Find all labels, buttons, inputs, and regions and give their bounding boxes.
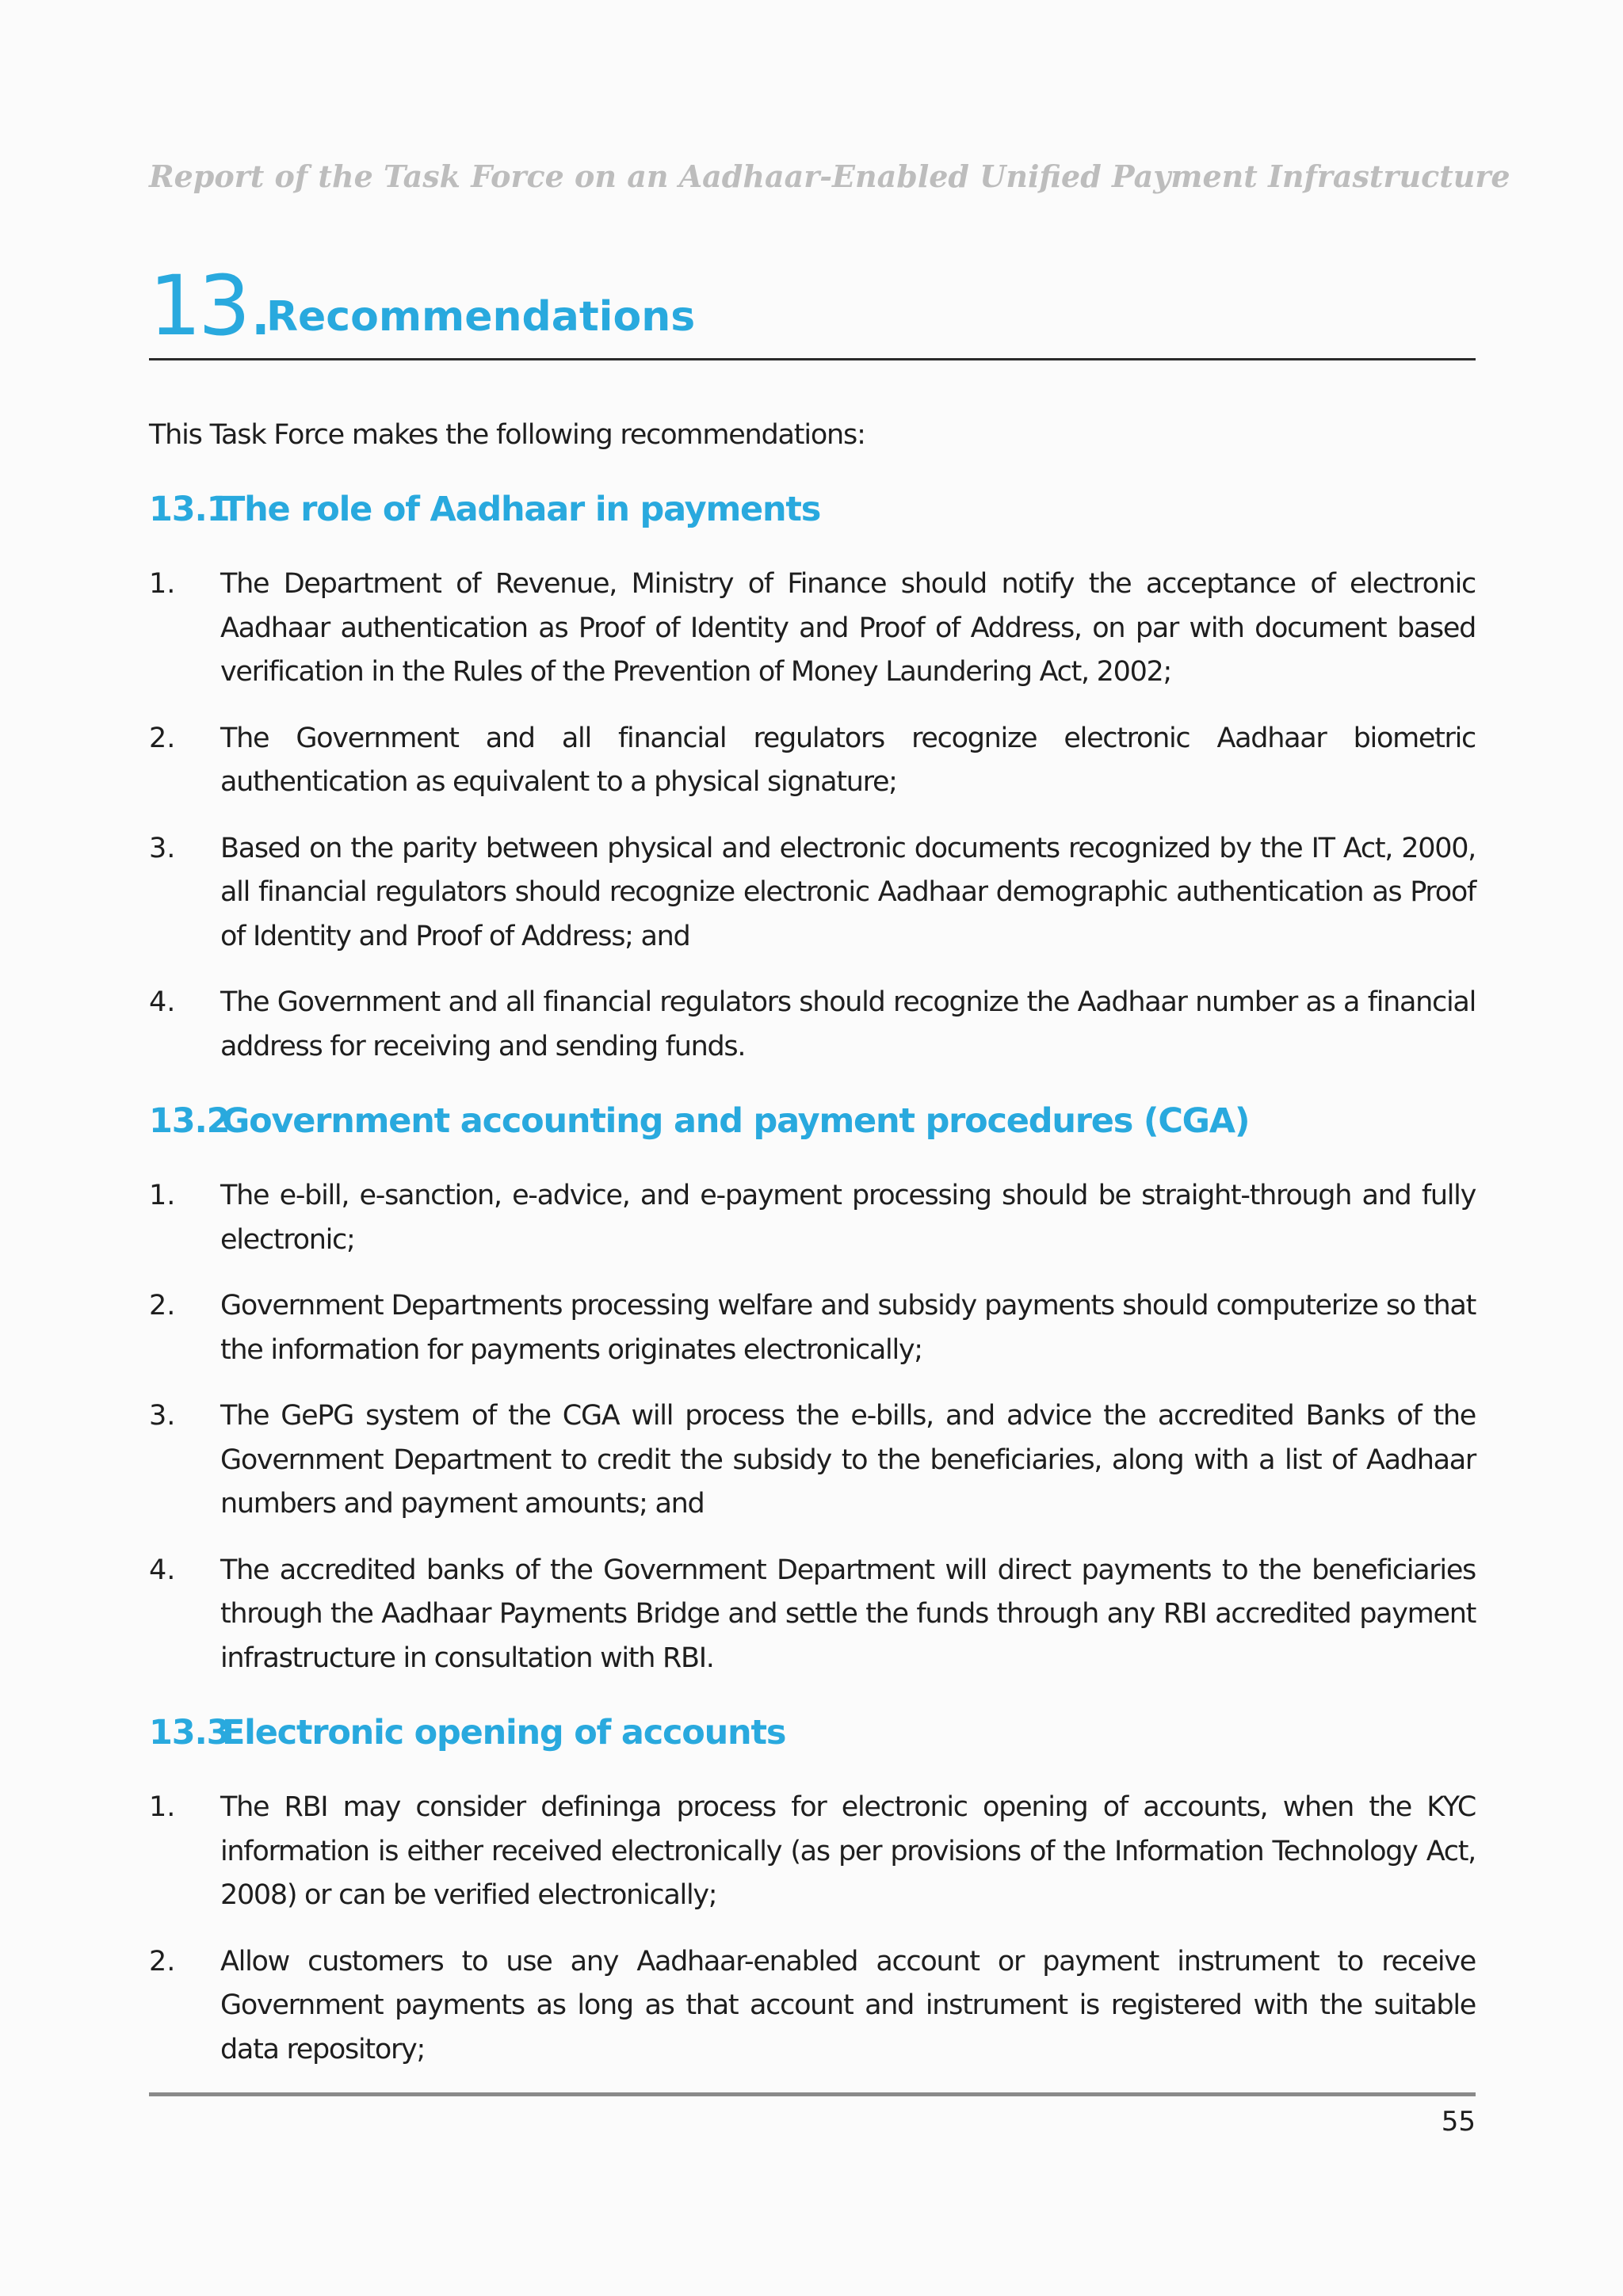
list-item (149, 563, 1476, 695)
list-item (149, 1940, 1476, 2073)
section-number: 13.2 (149, 1101, 230, 1141)
list-item (149, 717, 1476, 805)
page-number: 55 (1441, 2106, 1476, 2138)
chapter-heading (149, 257, 1476, 360)
section-heading (149, 1101, 1249, 1141)
section-heading (149, 1713, 785, 1753)
section-heading (149, 490, 820, 529)
list-item (149, 981, 1476, 1069)
document-page (149, 0, 1510, 2296)
item-number: 2. (149, 1945, 176, 1978)
list-item (149, 1549, 1476, 1681)
section-title: Electronic opening of accounts (222, 1713, 786, 1753)
item-text: The Government and all financial regulators recognize electronic Aadhaar biometric authentication as equivalent to a physical signature; (220, 722, 1476, 798)
item-text: The e-bill, e-sanction, e-advice, and e-payment processing should be straight-through and fully electronic; (220, 1180, 1476, 1256)
section-title: Government accounting and payment procedures (CGA) (222, 1101, 1250, 1141)
intro-paragraph: This Task Force makes the following recommendations: (149, 419, 865, 451)
running-header: Report of the Task Force on an Aadhaar-Enabled Unified Payment Infrastructure (149, 158, 1510, 194)
section-number: 13.1 (149, 490, 230, 529)
section-number: 13.3 (149, 1713, 230, 1753)
item-text: Based on the parity between physical and electronic documents recognized by the IT Act, 2000, all financial regulators should recognize electronic Aadhaar demographic authentication as Proof of Identity and Proof of Address; and (220, 832, 1476, 952)
item-number: 2. (149, 722, 176, 754)
item-number: 4. (149, 986, 176, 1018)
item-text: Government Departments processing welfare and subsidy payments should computerize so that the information for payments originates electronically; (220, 1290, 1476, 1366)
item-number: 1. (149, 1791, 176, 1823)
item-text: The GePG system of the CGA will process the e-bills, and advice the accredited Banks of the Government Department to credit the subsidy to the beneficiaries, along with a list of Aadhaar numbers and payment amounts; and (220, 1400, 1476, 1520)
item-text: The Department of Revenue, Ministry of Finance should notify the acceptance of electronic Aadhaar authentication as Proof of Identity and Proof of Address, on par with document based verification in the Rules of the Prevention of Money Laundering Act, 2002; (220, 568, 1476, 688)
list-item (149, 1284, 1476, 1372)
item-text: The RBI may consider defininga process for electronic opening of accounts, when the KYC information is either received electronically (as per provisions of the Information Technology Act, 2008) or can be verified electronically; (220, 1791, 1476, 1911)
item-number: 3. (149, 1400, 176, 1432)
item-number: 1. (149, 568, 176, 600)
item-number: 2. (149, 1290, 176, 1322)
list-item (149, 1786, 1476, 1918)
footer-divider (149, 2092, 1476, 2096)
item-text: Allow customers to use any Aadhaar-enabled account or payment instrument to receive Government payments as long as that account and instrument is registered with the suitable data repository; (220, 1945, 1476, 2065)
item-number: 4. (149, 1554, 176, 1586)
item-text: The accredited banks of the Government Department will direct payments to the beneficiaries through the Aadhaar Payments Bridge and settle the funds through any RBI accredited payment infrastructure in consultation with RBI. (220, 1554, 1476, 1674)
item-number: 3. (149, 832, 176, 864)
chapter-number: 13. (149, 257, 271, 354)
section-title: The role of Aadhaar in payments (222, 490, 821, 529)
item-text: The Government and all financial regulators should recognize the Aadhaar number as a financial address for receiving and sending funds. (220, 986, 1476, 1062)
recommendation-list (149, 1786, 1476, 2094)
list-item (149, 1394, 1476, 1527)
recommendation-list (149, 1174, 1476, 1703)
list-item (149, 1174, 1476, 1262)
list-item (149, 827, 1476, 959)
chapter-title: Recommendations (266, 293, 696, 341)
recommendation-list (149, 563, 1476, 1091)
item-number: 1. (149, 1180, 176, 1211)
